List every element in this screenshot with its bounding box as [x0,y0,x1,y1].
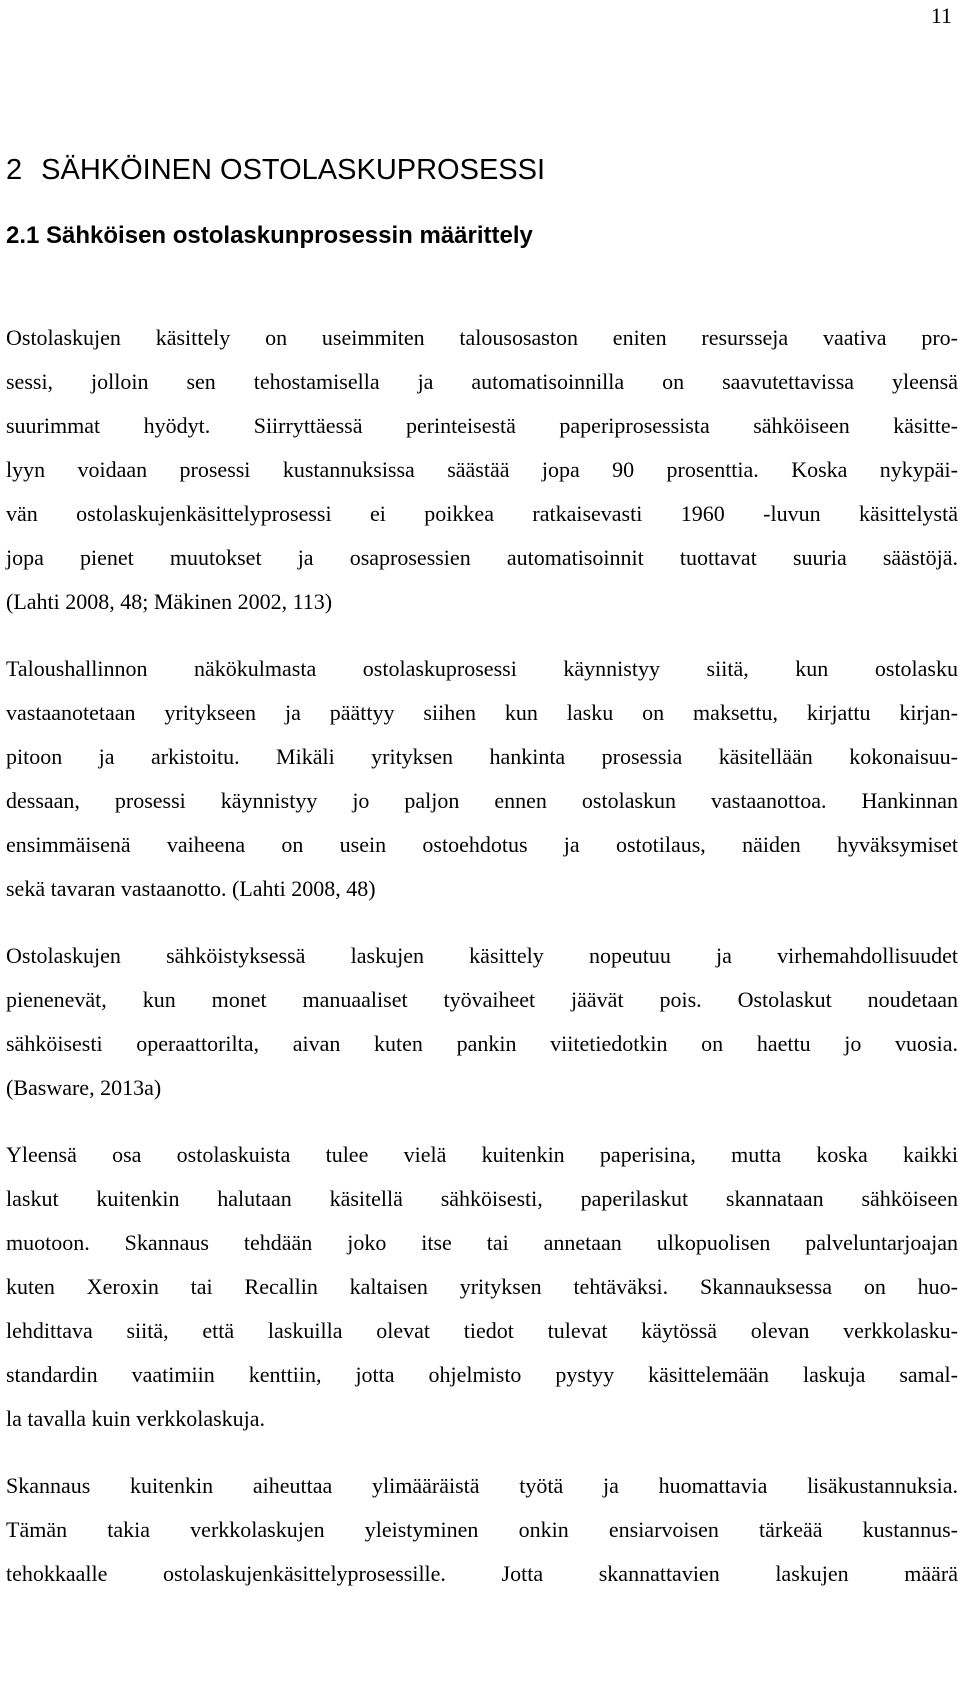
text-line: vastaanotetaan yritykseen ja päättyy siihen kun lasku on maksettu, kirjattu kirjan- [6,700,958,725]
chapter-title: SÄHKÖINEN OSTOLASKUPROSESSI [41,154,546,186]
text-line: Taloushallinnon näkökulmasta ostolaskuprosessi käynnistyy siitä, kun ostolasku [6,656,958,681]
paragraph [6,934,958,1110]
text-line: Skannaus kuitenkin aiheuttaa ylimääräistä työtä ja huomattavia lisäkustannuksia. [6,1473,958,1498]
text-line: la tavalla kuin verkkolaskuja. [6,1406,266,1431]
text-line: lehdittava siitä, että laskuilla olevat tiedot tulevat käytössä olevan verkkolasku- [6,1318,958,1343]
text-line: Tämän takia verkkolaskujen yleistyminen onkin ensiarvoisen tärkeää kustannus- [6,1517,958,1542]
text-line: tehokkaalle ostolaskujenkäsittelyprosessille. Jotta skannattavien laskujen määrä [6,1561,958,1586]
text-line: Ostolaskujen käsittely on useimmiten talousosaston eniten resursseja vaativa pro- [6,325,958,350]
paragraph [6,1133,958,1441]
text-line: dessaan, prosessi käynnistyy jo paljon ennen ostolaskun vastaanottoa. Hankinnan [6,788,958,813]
text-line: muotoon. Skannaus tehdään joko itse tai annetaan ulkopuolisen palveluntarjoajan [6,1230,958,1255]
text-line: laskut kuitenkin halutaan käsitellä sähköisesti, paperilaskut skannataan sähköiseen [6,1186,958,1211]
text-line: sekä tavaran vastaanotto. (Lahti 2008, 48) [6,876,376,901]
text-line: ensimmäisenä vaiheena on usein ostoehdotus ja ostotilaus, näiden hyväksymiset [6,832,958,857]
chapter-number: 2 [6,154,23,186]
text-line: suurimmat hyödyt. Siirryttäessä perinteisestä paperiprosessista sähköiseen käsitte- [6,413,958,438]
text-line: sähköisesti operaattorilta, aivan kuten pankin viitetiedotkin on haettu jo vuosia. [6,1031,958,1056]
text-line: (Lahti 2008, 48; Mäkinen 2002, 113) [6,589,333,614]
text-line: Ostolaskujen sähköistyksessä laskujen käsittely nopeutuu ja virhemahdollisuudet [6,943,958,968]
page-number: 11 [930,3,952,28]
text-line: kuten Xeroxin tai Recallin kaltaisen yrityksen tehtäväksi. Skannauksessa on huo- [6,1274,958,1299]
text-line: pienenevät, kun monet manuaaliset työvaiheet jäävät pois. Ostolaskut noudetaan [6,987,958,1012]
text-line: Yleensä osa ostolaskuista tulee vielä kuitenkin paperisina, mutta koska kaikki [6,1142,958,1167]
paragraph [6,316,958,624]
paragraph [6,1464,958,1596]
text-line: sessi, jolloin sen tehostamisella ja automatisoinnilla on saavutettavissa yleensä [6,369,958,394]
chapter-heading [6,150,946,190]
text-line: lyyn voidaan prosessi kustannuksissa säästää jopa 90 prosenttia. Koska nykypäi- [6,457,958,482]
text-line: standardin vaatimiin kenttiin, jotta ohjelmisto pystyy käsittelemään laskuja samal- [6,1362,958,1387]
paragraph [6,647,958,911]
text-line: jopa pienet muutokset ja osaprosessien automatisoinnit tuottavat suuria säästöjä. [6,545,958,570]
section-heading: 2.1 Sähköisen ostolaskunprosessin määrittely [6,222,533,249]
text-line: vän ostolaskujenkäsittelyprosessi ei poikkea ratkaisevasti 1960 -luvun käsittelystä [6,501,958,526]
body-text [6,316,958,1619]
text-line: (Basware, 2013a) [6,1075,162,1100]
text-line: pitoon ja arkistoitu. Mikäli yrityksen hankinta prosessia käsitellään kokonaisuu- [6,744,958,769]
